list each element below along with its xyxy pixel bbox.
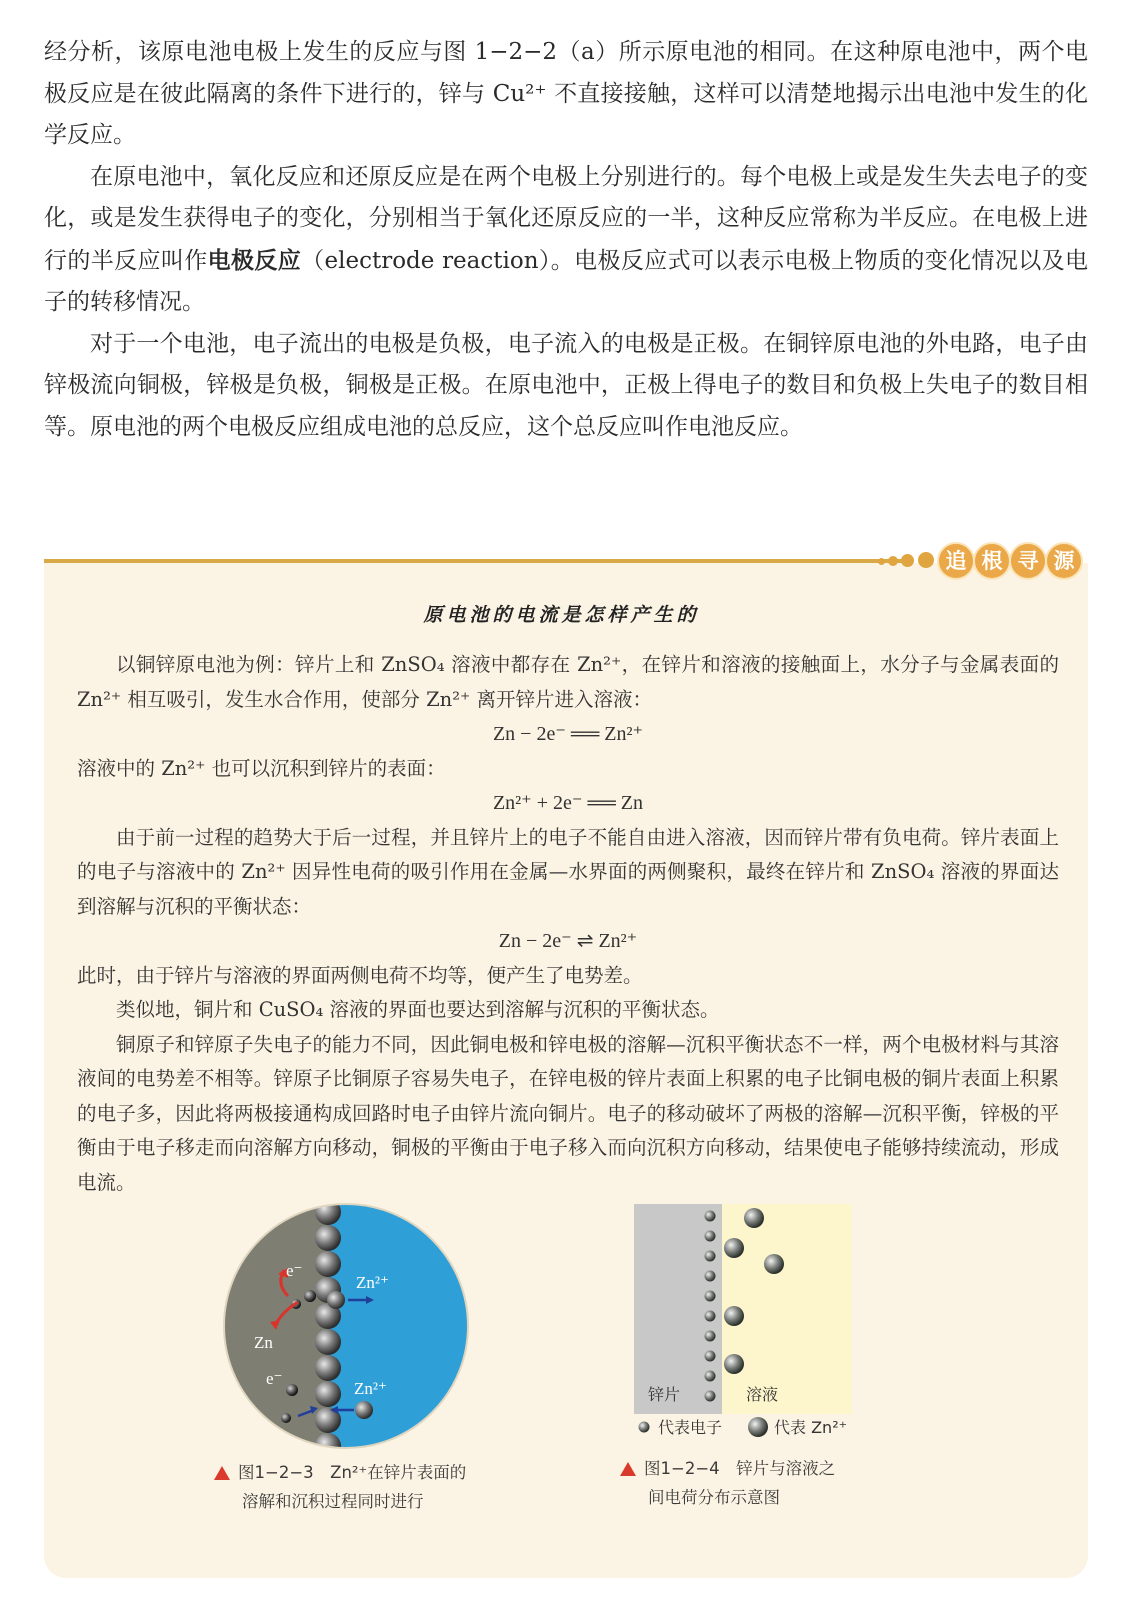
legend-zn-ion-label: 代表 Zn²⁺	[774, 1418, 848, 1437]
sidebar-paragraph-3: 由于前一过程的趋势大于后一过程，并且锌片上的电子不能自由进入溶液，因而锌片带有负电荷。锌片表面上的电子与溶液中的 Zn²⁺ 因异性电荷的吸引作用在金属—水界面的两侧聚积，最终在锌片和 ZnSO₄ 溶液的界面达到溶解与沉积的平衡状态：	[77, 825, 1059, 918]
sidebar-paragraph-2: 溶液中的 Zn²⁺ 也可以沉积到锌片的表面：	[77, 756, 446, 780]
figure-caption-1-2-3	[214, 1458, 514, 1516]
sidebar-paragraph-1: 以铜锌原电池为例：锌片上和 ZnSO₄ 溶液中都存在 Zn²⁺，在锌片和溶液的接触面上，水分子与金属表面的 Zn²⁺ 相互吸引，发生水合作用，使部分 Zn²⁺ 离开锌片进入溶液：	[77, 653, 1059, 711]
label-zn: Zn	[254, 1333, 273, 1352]
sidebar-paragraph-4: 此时，由于锌片与溶液的界面两侧电荷不均等，便产生了电势差。	[77, 963, 643, 987]
figure-caption-1-2-4	[620, 1454, 900, 1512]
sidebar-paragraph-6: 铜原子和锌原子失电子的能力不同，因此铜电极和锌电极的溶解—沉积平衡状态不一样，两个电极材料与其溶液间的电势差不相等。锌原子比铜原子容易失电子，在锌电极的锌片表面上积累的电子比铜电极的铜片表面上积累的电子多，因此将两极接通构成回路时电子由锌片流向铜片。电子的移动破坏了两极的溶解—沉积平衡，锌极的平衡由于电子移走而向溶解方向移动，铜极的平衡由于电子移入而向沉积方向移动，结果使电子能够持续流动，形成电流。	[77, 1032, 1059, 1194]
label-zinc-plate: 锌片	[648, 1385, 681, 1404]
intro-p2-end: （electrode reaction）。电极反应式可以表示电极上物质的变化情况以及电子的转移情况。	[44, 247, 1089, 315]
label-zn-ion-bottom: Zn²⁺	[354, 1379, 387, 1398]
electron-dot	[281, 1413, 291, 1423]
intro-paragraph-3: 对于一个电池，电子流出的电极是负极，电子流入的电极是正极。在铜锌原电池的外电路，电子由锌极流向铜极，锌极是负极，铜极是正极。在原电池中，正极上得电子的数目和负极上失电子的数目相等。原电池的两个电极反应组成电池的总反应，这个总反应叫作电池反应。	[44, 330, 1088, 440]
term-electrode-reaction: 电极反应	[207, 246, 302, 274]
equation-dissolve: Zn − 2e⁻ ══ Zn²⁺	[492, 723, 644, 745]
zn-ion-ball	[355, 1401, 373, 1419]
caption-triangle-icon	[620, 1462, 636, 1476]
caption-1-2-3-line1: 图1−2−3 Zn²⁺在锌片表面的	[238, 1463, 467, 1482]
badge-char-4: 源	[1045, 542, 1083, 580]
caption-triangle-icon	[214, 1466, 230, 1480]
badge-char-1: 追	[937, 542, 975, 580]
label-electron-top: e⁻	[286, 1261, 303, 1280]
equation-equilibrium: Zn − 2e⁻ ⇌ Zn²⁺	[498, 930, 638, 952]
label-solution: 溶液	[746, 1385, 779, 1404]
solution-region	[722, 1204, 852, 1414]
intro-text	[44, 32, 1088, 448]
label-electron-bottom: e⁻	[266, 1369, 283, 1388]
caption-1-2-4-line1: 图1−2−4 锌片与溶液之	[644, 1459, 836, 1478]
label-zn-ion-top: Zn²⁺	[356, 1273, 389, 1292]
figure-charge-distribution	[622, 1200, 874, 1446]
sidebar-top-rule	[44, 559, 904, 563]
badge-char-2: 根	[973, 542, 1011, 580]
intro-p2-start: 在原电池中，氧化反应和还原反应是在两个电极上分别进行的。每个电极上或是发生失去电子的变化，或是发生获得电子的变化，分别相当于氧化还原反应的一半，这种反应常称为半反应。在电极上进行的半反应叫作	[44, 163, 1088, 274]
caption-1-2-3-line2: 溶解和沉积过程同时进行	[242, 1492, 424, 1511]
electron-dot	[286, 1384, 298, 1396]
caption-1-2-4-line2: 间电荷分布示意图	[648, 1488, 780, 1507]
sidebar-title: 原电池的电流是怎样产生的	[423, 604, 700, 626]
intro-paragraph-1: 经分析，该原电池电极上发生的反应与图 1−2−2（a）所示原电池的相同。在这种原电池中，两个电极反应是在彼此隔离的条件下进行的，锌与 Cu²⁺ 不直接接触，这样可以清楚地揭示出电池中发生的化学反应。	[44, 39, 1088, 148]
sidebar-text	[77, 648, 1059, 1200]
figure-zn-dissolution-deposition	[218, 1198, 474, 1454]
legend-zn-ion-icon	[748, 1417, 768, 1437]
intro-paragraph-2	[44, 157, 1088, 324]
badge-char-3: 寻	[1009, 542, 1047, 580]
legend-electron-label: 代表电子	[658, 1418, 723, 1437]
electron-dot	[304, 1290, 316, 1302]
equation-deposit: Zn²⁺ + 2e⁻ ══ Zn	[492, 792, 644, 814]
sidebar-paragraph-5: 类似地，铜片和 CuSO₄ 溶液的界面也要达到溶解与沉积的平衡状态。	[116, 998, 720, 1021]
zn-ion-ball	[327, 1291, 345, 1309]
legend-electron-icon	[639, 1422, 650, 1433]
